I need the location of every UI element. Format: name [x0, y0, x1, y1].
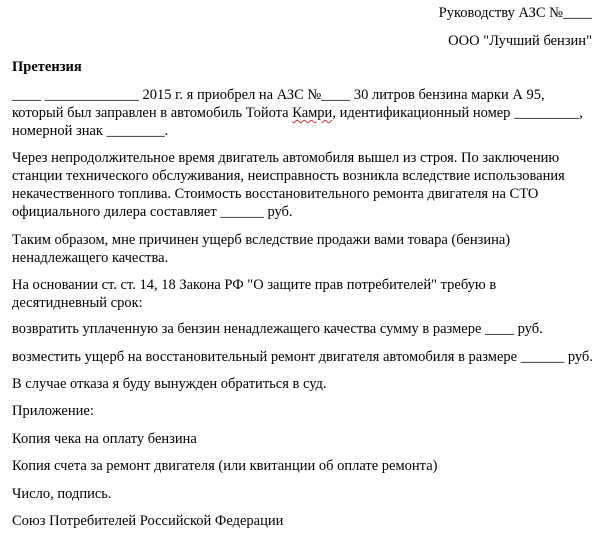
paragraph-2-line-4: официального дилера составляет ______ руб. — [12, 204, 293, 220]
paragraph-2-line-2: станции технического обслуживания, неисправность возникла вследствие использования — [12, 168, 565, 184]
attachment-item-invoice: Копия счета за ремонт двигателя (или квитанции об оплате ремонта) — [12, 458, 438, 474]
paragraph-1-line-1: ____ _____________ 2015 г. я приобрел на АЗС №____ 30 литров бензина марки А 95, — [12, 87, 545, 103]
refusal-statement: В случае отказа я буду вынужден обратиться в суд. — [12, 376, 327, 392]
paragraph-1-line-3: номерной знак ________. — [12, 123, 169, 139]
paragraph-2-line-1: Через непродолжительное время двигатель автомобиля вышел из строя. По заключению — [12, 150, 560, 166]
paragraph-2-line-3: некачественного топлива. Стоимость восстановительного ремонта двигателя на СТО — [12, 186, 539, 202]
paragraph-3-line-1: Таким образом, мне причинен ущерб вследствие продажи вами товара (бензина) — [12, 232, 511, 248]
signature-line: Число, подпись. — [12, 486, 112, 502]
document-title: Претензия — [12, 59, 82, 75]
paragraph-1-line-2-start: который был заправлен в автомобиль Тойота — [12, 105, 293, 121]
footer-organization: Союз Потребителей Российской Федерации — [12, 513, 284, 529]
misspelled-word: Камри — [292, 105, 333, 121]
recipient-line: Руководству АЗС №____ — [438, 5, 592, 21]
attachments-heading: Приложение: — [12, 403, 94, 419]
paragraph-1-line-2 — [12, 104, 583, 122]
paragraph-4-line-2: десятидневный срок: — [12, 295, 143, 311]
company-line: ООО "Лучший бензин" — [448, 33, 592, 49]
demand-compensation: возместить ущерб на восстановительный ремонт двигателя автомобиля в размере ______ руб. — [12, 349, 593, 365]
attachment-item-receipt: Копия чека на оплату бензина — [12, 431, 197, 447]
paragraph-1-line-2-end: , идентификационный номер _________, — [332, 105, 583, 121]
paragraph-4-line-1: На основании ст. ст. 14, 18 Закона РФ "О защите прав потребителей" требую в — [12, 277, 497, 293]
demand-refund: возвратить уплаченную за бензин ненадлежащего качества сумму в размере ____ руб. — [12, 321, 543, 337]
paragraph-3-line-2: ненадлежащего качества. — [12, 250, 169, 266]
